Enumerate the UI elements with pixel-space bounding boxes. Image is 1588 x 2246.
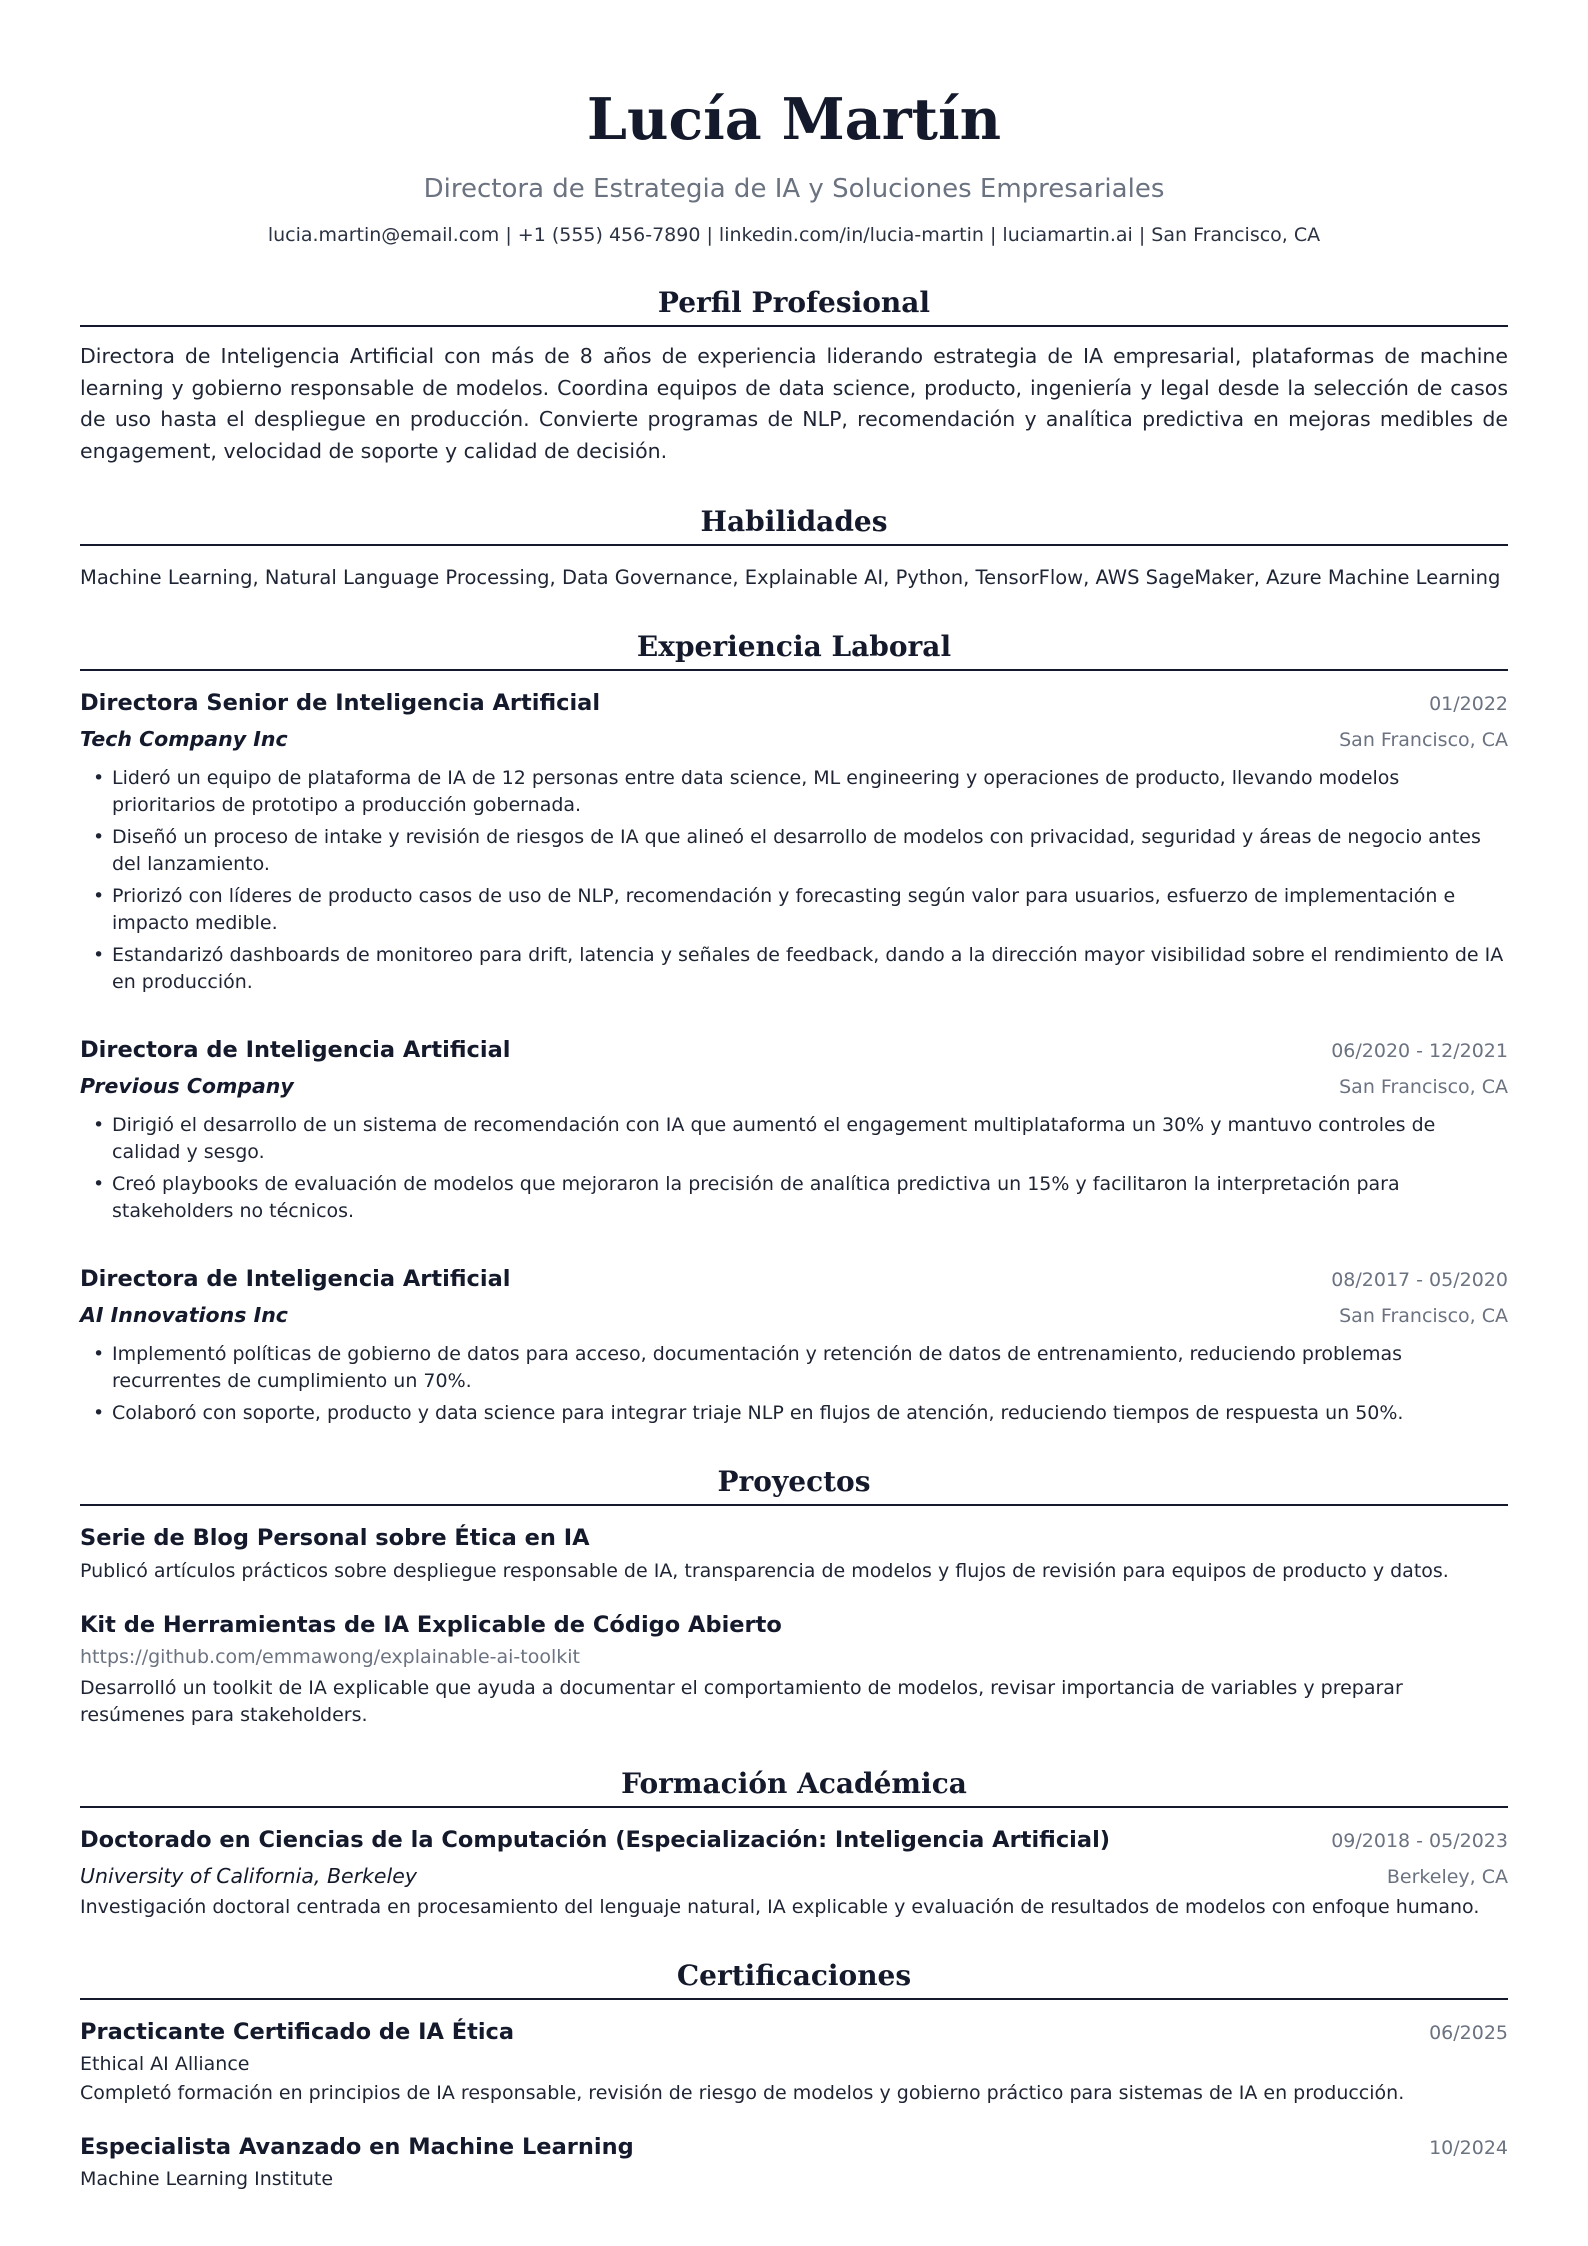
certification-issuer: Machine Learning Institute [80,2168,334,2190]
job-role: Directora Senior de Inteligencia Artificial [80,690,601,716]
certification-description: Completó formación en principios de IA responsable, revisión de riesgo de modelos y gobierno práctico para sistemas de IA en producción. [80,2082,1405,2104]
section-heading: Perfil Profesional [80,284,1508,327]
education-description: Investigación doctoral centrada en procesamiento del lenguaje natural, IA explicable y evaluación de resultados de modelos con enfoque humano. [80,1896,1480,1918]
job-bullets [80,765,1508,996]
job-role: Directora de Inteligencia Artificial [80,1037,511,1063]
skills-section [80,503,1508,592]
section-heading: Formación Académica [80,1765,1508,1808]
certification-title: Especialista Avanzado en Machine Learning [80,2134,634,2160]
job-company: AI Innovations Inc [80,1303,288,1327]
project-entry [80,1522,1508,1585]
projects-section [80,1463,1508,1729]
job-bullet: • Creó playbooks de evaluación de modelos que mejoraron la precisión de analítica predictiva un 15% y facilitaron la interpretación para stakeholders no técnicos. [80,1171,1508,1225]
job-location: San Francisco, CA [1339,729,1508,751]
profile-text: Directora de Inteligencia Artificial con más de 8 años de experiencia liderando estrategia de IA empresarial, plataformas de machine learning y gobierno responsable de modelos. Coordina equipos de data science, producto, ingeniería y legal desde la selección de casos de uso hasta el despliegue en producción. Convierte programas de NLP, recomendación y analítica predictiva en mejoras medibles de engagement, velocidad de soporte y calidad de decisión. [80,344,1508,463]
job-entry [80,687,1508,996]
project-entry [80,1609,1508,1729]
job-bullets [80,1341,1508,1427]
job-date: 01/2022 [1429,693,1508,715]
candidate-name: Lucía Martín [586,86,1002,153]
certification-entry [80,2131,1508,2193]
job-bullet: • Diseñó un proceso de intake y revisión de riesgos de IA que alineó el desarrollo de modelos con privacidad, seguridad y áreas de negocio antes del lanzamiento. [80,824,1508,878]
certification-date: 06/2025 [1429,2022,1508,2044]
education-entry [80,1824,1508,1921]
job-bullets [80,1112,1508,1225]
project-description: Publicó artículos prácticos sobre despliegue responsable de IA, transparencia de modelos y flujos de revisión para equipos de producto y datos. [80,1560,1449,1582]
profile-section [80,284,1508,467]
section-heading: Habilidades [80,503,1508,546]
candidate-title: Directora de Estrategia de IA y Soluciones Empresariales [423,174,1165,204]
certification-issuer: Ethical AI Alliance [80,2053,250,2075]
section-heading: Certificaciones [80,1957,1508,2000]
certifications-section [80,1957,1508,2193]
education-section [80,1765,1508,1921]
project-link[interactable]: https://github.com/emmawong/explainable-ai-toolkit [80,1646,580,1668]
job-date: 08/2017 - 05/2020 [1331,1269,1508,1291]
certification-date: 10/2024 [1429,2137,1508,2159]
job-date: 06/2020 - 12/2021 [1331,1040,1508,1062]
school-location: Berkeley, CA [1386,1866,1508,1888]
job-bullet: • Lideró un equipo de plataforma de IA de 12 personas entre data science, ML engineering y operaciones de producto, llevando modelos prioritarios de prototipo a producción gobernada. [80,765,1508,819]
section-heading: Proyectos [80,1463,1508,1506]
job-bullet: • Dirigió el desarrollo de un sistema de recomendación con IA que aumentó el engagement multiplataforma un 30% y mantuvo controles de calidad y sesgo. [80,1112,1508,1166]
job-location: San Francisco, CA [1339,1305,1508,1327]
project-title: Serie de Blog Personal sobre Ética en IA [80,1525,590,1551]
job-company: Previous Company [80,1074,294,1098]
job-entry [80,1263,1508,1427]
contact-line: lucia.martin@email.com | +1 (555) 456-7890 | linkedin.com/in/lucia-martin | luciamartin.ai | San Francisco, CA [267,224,1321,246]
job-location: San Francisco, CA [1339,1076,1508,1098]
skills-text: Machine Learning, Natural Language Processing, Data Governance, Explainable AI, Python, TensorFlow, AWS SageMaker, Azure Machine Learning [80,566,1501,589]
job-company: Tech Company Inc [80,727,288,751]
job-entry [80,1034,1508,1225]
degree-title: Doctorado en Ciencias de la Computación (Especialización: Inteligencia Artificial) [80,1827,1111,1853]
project-title: Kit de Herramientas de IA Explicable de Código Abierto [80,1612,782,1638]
job-bullet: • Implementó políticas de gobierno de datos para acceso, documentación y retención de datos de entrenamiento, reduciendo problemas recurrentes de cumplimiento un 70%. [80,1341,1508,1395]
experience-section [80,628,1508,1427]
job-bullet: • Priorizó con líderes de producto casos de uso de NLP, recomendación y forecasting según valor para usuarios, esfuerzo de implementación e impacto medible. [80,883,1508,937]
job-role: Directora de Inteligencia Artificial [80,1266,511,1292]
school-name: University of California, Berkeley [80,1864,417,1888]
education-date: 09/2018 - 05/2023 [1331,1830,1508,1852]
project-description: Desarrolló un toolkit de IA explicable que ayuda a documentar el comportamiento de modelos, revisar importancia de variables y preparar resúmenes para stakeholders. [80,1677,1403,1726]
certification-entry [80,2016,1508,2107]
section-heading: Experiencia Laboral [80,628,1508,671]
certification-title: Practicante Certificado de IA Ética [80,2019,515,2045]
job-bullet: • Colaboró con soporte, producto y data science para integrar triaje NLP en flujos de atención, reduciendo tiempos de respuesta un 50%. [80,1400,1508,1427]
resume-header [80,86,1508,248]
job-bullet: • Estandarizó dashboards de monitoreo para drift, latencia y señales de feedback, dando a la dirección mayor visibilidad sobre el rendimiento de IA en producción. [80,942,1508,996]
